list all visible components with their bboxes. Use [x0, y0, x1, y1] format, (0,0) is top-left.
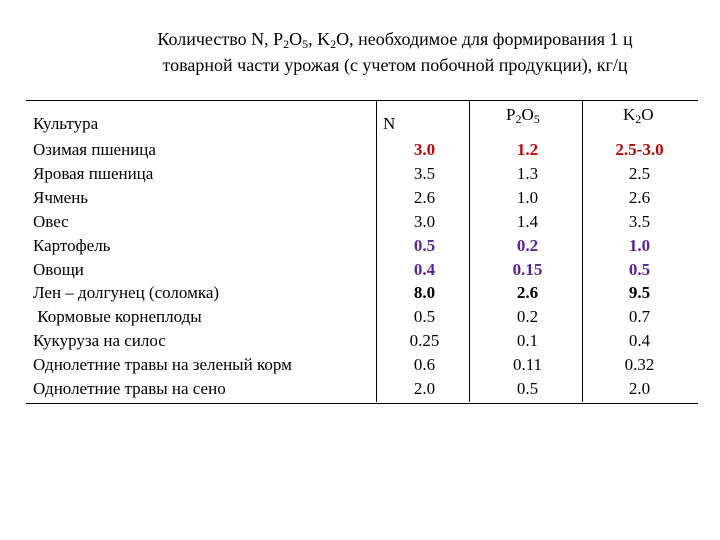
- table-title: [0, 26, 720, 78]
- cell-n: 3.0: [413, 211, 436, 231]
- cell-crop-name: Ячмень: [33, 187, 89, 207]
- cell-crop-name: Кукуруза на силос: [33, 331, 166, 351]
- cell-crop-name: Яровая пшеница: [33, 163, 154, 183]
- cell-p: 0.5: [516, 379, 539, 398]
- cell-k: 2.5: [628, 163, 651, 183]
- cell-crop-name: Лен – долгунец (соломка): [33, 283, 220, 303]
- column-separator: [469, 100, 470, 402]
- cell-crop-name: Овощи: [33, 259, 84, 279]
- cell-k: 2.5-3.0: [615, 140, 664, 159]
- cell-n: 0.4: [413, 259, 436, 279]
- cell-p: 0.15: [512, 259, 543, 279]
- cell-crop-name: Кормовые корнеплоды: [33, 307, 202, 327]
- cell-crop-name: Однолетние травы на зеленый корм: [33, 355, 292, 375]
- cell-p: 1.0: [516, 187, 539, 207]
- cell-n: 0.5: [413, 307, 436, 327]
- cell-k: 0.32: [624, 355, 655, 375]
- header-p2o5: $P_2O_5$: [506, 105, 540, 126]
- cell-p: 2.6: [516, 283, 539, 303]
- cell-p: 1.3: [516, 163, 539, 183]
- title-line-1: Количество N, $P_2O_5$, $K_2O$, необходимое для формирования 1 ц: [157, 29, 633, 51]
- cell-k: 0.4: [628, 331, 651, 351]
- title-line-2: товарной части урожая (с учетом побочной продукции), кг/ц: [162, 55, 628, 75]
- cell-crop-name: Картофель: [33, 235, 111, 255]
- cell-n: 3.5: [413, 163, 436, 183]
- cell-n: 2.0: [413, 379, 436, 398]
- header-crop: Культура: [33, 114, 99, 133]
- column-separator: [376, 100, 377, 402]
- cell-k: 2.0: [628, 379, 651, 398]
- cell-crop-name: Овес: [33, 211, 69, 231]
- cell-p: 0.1: [516, 331, 539, 351]
- cell-p: 0.2: [516, 235, 539, 255]
- column-separator: [582, 100, 583, 402]
- header-k2o: $K_2O$: [623, 105, 654, 126]
- cell-n: 8.0: [413, 283, 436, 303]
- cell-n: 0.5: [413, 235, 436, 255]
- cell-n: 3.0: [413, 140, 436, 159]
- cell-k: 0.7: [628, 307, 651, 327]
- cell-n: 0.25: [409, 331, 440, 351]
- header-n: N: [383, 114, 396, 133]
- cell-crop-name: Озимая пшеница: [33, 140, 156, 159]
- cell-p: 0.2: [516, 307, 539, 327]
- cell-k: 9.5: [628, 283, 651, 303]
- cell-p: 1.2: [516, 140, 539, 159]
- cell-k: 3.5: [628, 211, 651, 231]
- cell-k: 2.6: [628, 187, 651, 207]
- cell-crop-name: Однолетние травы на сено: [33, 379, 226, 398]
- cell-n: 2.6: [413, 187, 436, 207]
- cell-k: 1.0: [628, 235, 651, 255]
- cell-p: 0.11: [512, 355, 543, 375]
- cell-k: 0.5: [628, 259, 651, 279]
- cell-p: 1.4: [516, 211, 539, 231]
- cell-n: 0.6: [413, 355, 436, 375]
